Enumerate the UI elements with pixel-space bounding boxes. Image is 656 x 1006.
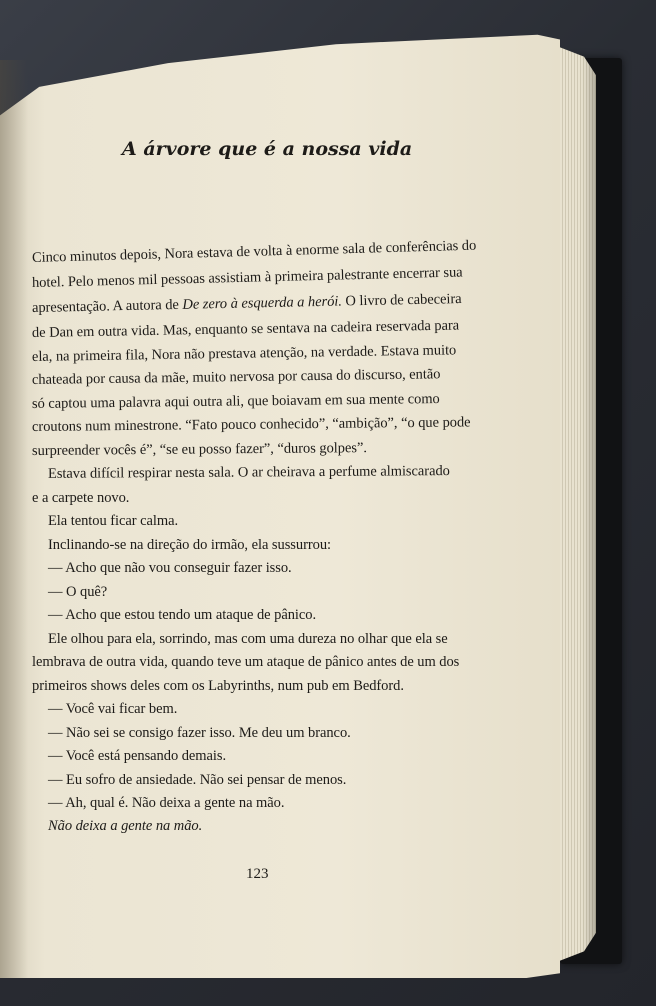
text-line-25: Não deixa a gente na mão. (48, 818, 203, 834)
chapter-title: A árvore que é a nossa vida (122, 138, 413, 160)
text-line-18: lembrava de outra vida, quando teve um ataque de pânico antes de um dos (32, 654, 460, 670)
text-line-3-b: O livro de cabeceira (341, 291, 462, 310)
text-line-3-a: apresentação. A autora de (31, 296, 183, 316)
text-line-21: — Não sei se consigo fazer isso. Me deu um branco. (48, 725, 351, 741)
text-line-14: — Acho que não vou conseguir fazer isso. (48, 560, 292, 576)
text-line-8: croutons num minestrone. “Fato pouco conhecido”, “ambição”, “o que pode (31, 414, 471, 435)
text-line-4: de Dan em outra vida. Mas, enquanto se sentava na cadeira reservada para (31, 317, 460, 341)
text-line-16: — Acho que estou tendo um ataque de pânico. (48, 607, 317, 623)
text-line-19: primeiros shows deles com os Labyrinths, num pub em Bedford. (32, 678, 404, 694)
text-line-22: — Você está pensando demais. (48, 748, 227, 764)
text-line-7: só captou uma palavra aqui outra ali, que boiavam em sua mente como (31, 391, 440, 412)
book-title-italic: De zero à esquerda a herói. (182, 293, 343, 313)
text-line-23: — Eu sofro de ansiedade. Não sei pensar de menos. (48, 772, 347, 788)
text-line-20: — Você vai ficar bem. (48, 701, 178, 717)
text-line-12: Ela tentou ficar calma. (48, 513, 179, 529)
text-line-13: Inclinando-se na direção do irmão, ela sussurrou: (48, 537, 332, 553)
text-line-11: e a carpete novo. (32, 490, 130, 506)
text-line-5: ela, na primeira fila, Nora não prestava atenção, na verdade. Estava muito (31, 342, 457, 365)
text-line-3 (32, 291, 462, 317)
text-line-24: — Ah, qual é. Não deixa a gente na mão. (48, 795, 285, 811)
text-line-17: Ele olhou para ela, sorrindo, mas com uma dureza no olhar que ela se (48, 631, 448, 647)
text-line-9: surpreender vocês é”, “se eu posso fazer”, “duros golpes”. (31, 440, 367, 459)
text-line-10: Estava difícil respirar nesta sala. O ar cheirava a perfume almiscarado (47, 463, 450, 482)
text-line-2: hotel. Pelo menos mil pessoas assistiam à primeira palestrante encerrar sua (31, 264, 463, 291)
page-number: 123 (246, 866, 269, 882)
text-line-15: — O quê? (48, 584, 108, 600)
text-line-1: Cinco minutos depois, Nora estava de volta à enorme sala de conferências do (31, 237, 477, 266)
text-line-6: chateada por causa da mãe, muito nervosa por causa do discurso, então (31, 366, 441, 388)
